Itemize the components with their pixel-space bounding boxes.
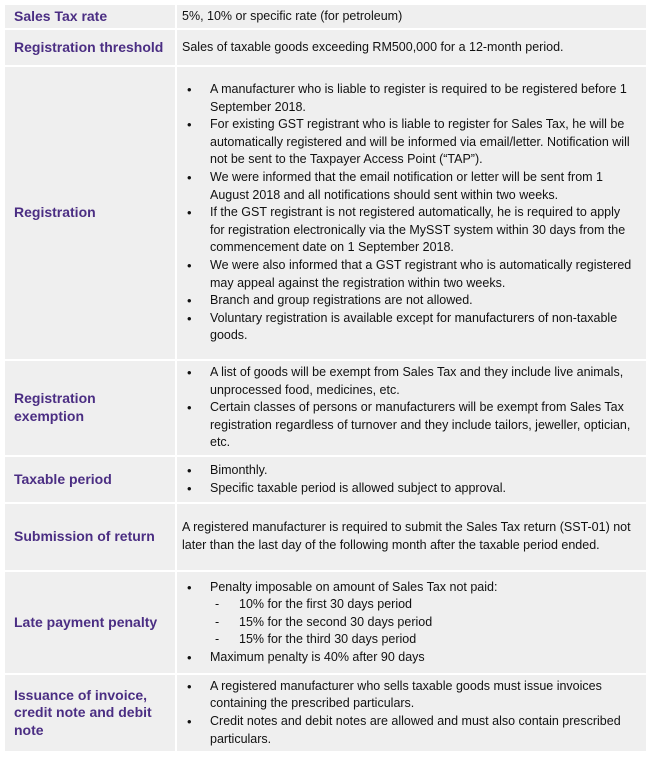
row-label-registration-exemption: Registration exemption	[4, 360, 176, 456]
row-value-late-payment-penalty	[176, 571, 647, 674]
list-item: • Branch and group registrations are not allowed.	[182, 292, 636, 310]
list-item: • A list of goods will be exempt from Sales Tax and they include live animals, unprocessed food, medicines, etc.	[182, 364, 636, 399]
table-row	[4, 360, 647, 456]
list-item: • For existing GST registrant who is liable to register for Sales Tax, he will be automatically registered and will be informed via email/letter. Notification will not be sent to the Taxpayer Access Point (“TAP”).	[182, 116, 636, 169]
row-label-issuance: Issuance of invoice, credit note and debit note	[4, 674, 176, 752]
row-label-registration: Registration	[4, 66, 176, 360]
table-row	[4, 4, 647, 29]
row-value-registration-exemption	[176, 360, 647, 456]
late-payment-penalty-list	[182, 579, 636, 667]
row-label-registration-threshold: Registration threshold	[4, 29, 176, 66]
table-row	[4, 456, 647, 503]
list-item: • If the GST registrant is not registered automatically, he is required to apply for registration electronically via the MySST system within 30 days from the commencement date on 1 September 2018.	[182, 204, 636, 257]
registration-exemption-list	[182, 364, 636, 452]
list-item: - 10% for the first 30 days period	[210, 596, 636, 614]
list-item: - 15% for the third 30 days period	[210, 631, 636, 649]
penalty-intro: Penalty imposable on amount of Sales Tax not paid:	[210, 579, 498, 594]
taxable-period-list	[182, 462, 636, 497]
table-row	[4, 503, 647, 571]
row-value-issuance	[176, 674, 647, 752]
list-item: • A registered manufacturer who sells taxable goods must issue invoices containing the prescribed particulars.	[182, 678, 636, 713]
list-item: • Specific taxable period is allowed subject to approval.	[182, 480, 636, 498]
registration-list	[182, 81, 636, 345]
list-item: • We were also informed that a GST registrant who is automatically registered may appeal against the registration within two weeks.	[182, 257, 636, 292]
table-row	[4, 571, 647, 674]
table-row	[4, 29, 647, 66]
row-value-sales-tax-rate: 5%, 10% or specific rate (for petroleum)	[176, 4, 647, 29]
list-item: • Maximum penalty is 40% after 90 days	[182, 649, 636, 667]
table-row	[4, 674, 647, 752]
row-value-registration	[176, 66, 647, 360]
list-item: • Certain classes of persons or manufacturers will be exempt from Sales Tax registration regardless of turnover and they include tailors, jeweller, optician, etc.	[182, 399, 636, 452]
issuance-list	[182, 678, 636, 748]
row-label-submission-of-return: Submission of return	[4, 503, 176, 571]
list-item: • A manufacturer who is liable to register is required to be registered before 1 September 2018.	[182, 81, 636, 116]
list-item: - 15% for the second 30 days period	[210, 614, 636, 632]
penalty-rate-list	[210, 596, 636, 649]
sales-tax-summary-table	[3, 3, 648, 753]
list-item: • Credit notes and debit notes are allowed and must also contain prescribed particulars.	[182, 713, 636, 748]
list-item: • We were informed that the email notification or letter will be sent from 1 August 2018 and all notifications should sent within two weeks.	[182, 169, 636, 204]
row-value-taxable-period	[176, 456, 647, 503]
table-row	[4, 66, 647, 360]
row-value-submission-of-return: A registered manufacturer is required to submit the Sales Tax return (SST-01) not later than the last day of the following month after the taxable period ended.	[176, 503, 647, 571]
row-label-late-payment-penalty: Late payment penalty	[4, 571, 176, 674]
list-item	[182, 579, 636, 649]
list-item: • Bimonthly.	[182, 462, 636, 480]
row-label-sales-tax-rate: Sales Tax rate	[4, 4, 176, 29]
list-item: • Voluntary registration is available except for manufacturers of non-taxable goods.	[182, 310, 636, 345]
row-label-taxable-period: Taxable period	[4, 456, 176, 503]
row-value-registration-threshold: Sales of taxable goods exceeding RM500,000 for a 12-month period.	[176, 29, 647, 66]
